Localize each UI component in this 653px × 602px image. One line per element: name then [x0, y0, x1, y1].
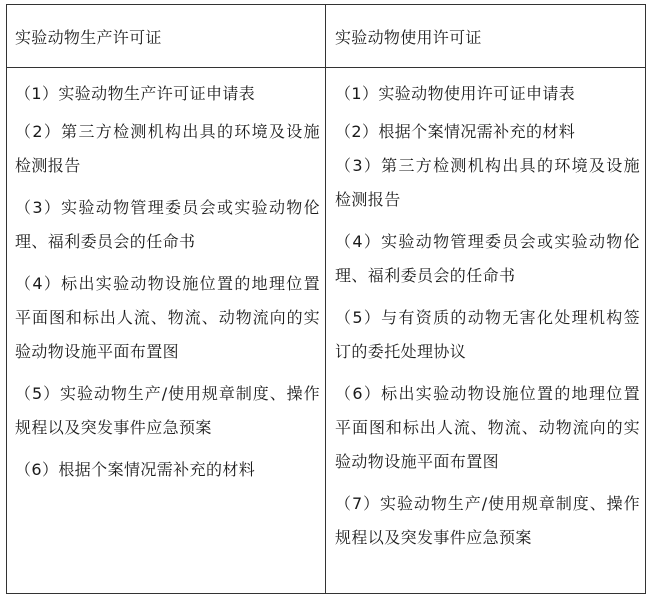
list-item: （3）第三方检测机构出具的环境及设施检测报告	[335, 156, 640, 209]
production-materials-list	[15, 77, 320, 499]
header-production-license: 实验动物生产许可证	[15, 27, 162, 47]
header-divider	[7, 67, 645, 68]
list-item: （1）实验动物生产许可证申请表	[15, 84, 256, 103]
list-item: （6）根据个案情况需补充的材料	[15, 460, 256, 479]
usage-materials-list	[335, 77, 640, 565]
list-item: （2）第三方检测机构出具的环境及设施检测报告	[15, 122, 320, 175]
list-item: （6）标出实验动物设施位置的地理位置平面图和标出人流、物流、动物流向的实验动物设施平面布置图	[335, 384, 640, 471]
list-item: （1）实验动物使用许可证申请表	[335, 84, 576, 103]
list-item: （3）实验动物管理委员会或实验动物伦理、福利委员会的任命书	[15, 198, 320, 251]
list-item: （7）实验动物生产/使用规章制度、操作规程以及突发事件应急预案	[335, 494, 640, 547]
list-item: （4）标出实验动物设施位置的地理位置平面图和标出人流、物流、动物流向的实验动物设施平面布置图	[15, 274, 320, 361]
list-item: （2）根据个案情况需补充的材料	[335, 122, 576, 141]
list-item: （5）实验动物生产/使用规章制度、操作规程以及突发事件应急预案	[15, 384, 320, 437]
license-materials-table	[6, 4, 646, 594]
header-usage-license: 实验动物使用许可证	[335, 27, 482, 47]
list-item: （4）实验动物管理委员会或实验动物伦理、福利委员会的任命书	[335, 232, 640, 285]
column-divider	[325, 5, 326, 593]
list-item: （5）与有资质的动物无害化处理机构签订的委托处理协议	[335, 308, 640, 361]
